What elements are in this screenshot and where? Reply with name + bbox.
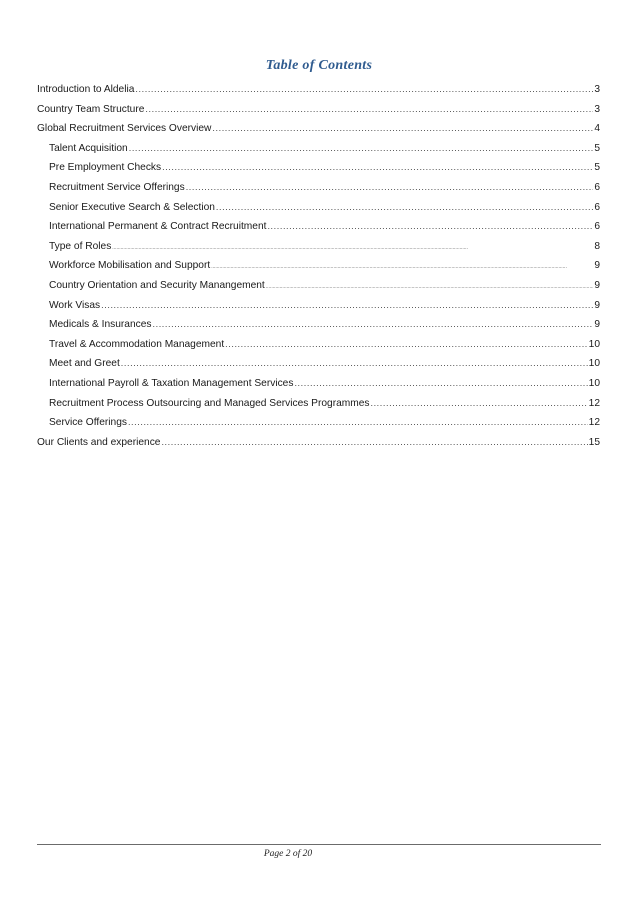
- toc-entry-text: Talent Acquisition: [49, 142, 128, 154]
- toc-leader-dots: [162, 158, 593, 178]
- toc-page-number: 5: [594, 162, 600, 174]
- toc-page-number: 10: [588, 338, 600, 350]
- toc-leader-dots: [267, 217, 593, 237]
- toc-leader-dots: [101, 296, 593, 316]
- toc-leader-dots: [225, 335, 588, 355]
- toc-leader-dots: [216, 198, 593, 218]
- toc-entry[interactable]: [37, 276, 600, 296]
- toc-page-number: 4: [594, 123, 600, 135]
- toc-leader-dots: [212, 119, 593, 139]
- toc-entry[interactable]: [37, 198, 600, 218]
- toc-entry-text: Global Recruitment Services Overview: [37, 123, 212, 135]
- toc-entry-text: Senior Executive Search & Selection: [49, 201, 215, 213]
- toc-entry[interactable]: [37, 178, 600, 198]
- toc-leader-dots: [186, 178, 594, 198]
- toc-entry[interactable]: [37, 139, 600, 159]
- toc-entry[interactable]: [37, 100, 600, 120]
- toc-entry-text: Medicals & Insurances: [49, 319, 152, 331]
- toc-entry[interactable]: [37, 237, 600, 257]
- toc-entry[interactable]: [37, 413, 600, 433]
- toc-leader-dots: [370, 394, 587, 414]
- toc-leader-dots: [294, 374, 587, 394]
- toc-entry-text: Country Orientation and Security Manangement: [49, 279, 265, 291]
- toc-page-number: 15: [588, 436, 600, 448]
- toc-page-number: 12: [588, 417, 600, 429]
- table-of-contents: [37, 80, 600, 452]
- toc-entry[interactable]: [37, 217, 600, 237]
- toc-entry-text: Country Team Structure: [37, 103, 145, 115]
- toc-page-number: 6: [594, 221, 600, 233]
- toc-page-number: 10: [588, 377, 600, 389]
- toc-page-number: 10: [588, 358, 600, 370]
- toc-entry-text: Introduction to Aldelia: [37, 84, 135, 95]
- toc-entry-text: Pre Employment Checks: [49, 162, 162, 174]
- toc-entry[interactable]: [37, 315, 600, 335]
- toc-leader-dots: [128, 413, 588, 433]
- toc-entry-text: International Permanent & Contract Recruitment: [49, 221, 267, 233]
- toc-entry-text: Recruitment Service Offerings: [49, 181, 185, 193]
- toc-entry[interactable]: [37, 394, 600, 414]
- toc-entry-text: International Payroll & Taxation Management Services: [49, 377, 294, 389]
- toc-entry-text: Our Clients and experience: [37, 436, 161, 448]
- toc-entry[interactable]: [37, 354, 600, 374]
- toc-entry[interactable]: [37, 335, 600, 355]
- toc-leader-dots: [211, 258, 593, 278]
- toc-page-number: 5: [594, 142, 600, 154]
- toc-entry[interactable]: [37, 80, 600, 100]
- toc-entry[interactable]: [37, 374, 600, 394]
- toc-page-number: 9: [594, 279, 600, 291]
- toc-entry[interactable]: [37, 158, 600, 178]
- toc-page-number: 9: [594, 319, 600, 331]
- toc-entry-text: Service Offerings: [49, 417, 127, 429]
- toc-leader-dots: [153, 315, 594, 335]
- toc-entry[interactable]: [37, 119, 600, 139]
- toc-page-number: 3: [594, 103, 600, 115]
- toc-leader-dots: [161, 433, 587, 453]
- toc-entry[interactable]: [37, 256, 600, 276]
- toc-page-number: 6: [594, 181, 600, 193]
- toc-page-number: 8: [594, 240, 600, 252]
- toc-page-number: 9: [594, 299, 600, 311]
- toc-leader-dots: [121, 354, 588, 374]
- toc-entry[interactable]: [37, 433, 600, 453]
- toc-leader-dots: [135, 80, 593, 100]
- toc-entry-text: Meet and Greet: [49, 358, 120, 370]
- toc-leader-dots: [145, 100, 593, 120]
- toc-entry[interactable]: [37, 296, 600, 316]
- footer-divider: [37, 844, 601, 845]
- toc-page-number: 6: [594, 201, 600, 213]
- toc-entry-text: Workforce Mobilisation and Support: [49, 260, 211, 272]
- toc-entry-text: Recruitment Process Outsourcing and Managed Services Programmes: [49, 397, 370, 409]
- toc-title: Table of Contents: [265, 58, 373, 73]
- toc-page-number: 12: [588, 397, 600, 409]
- toc-entry-text: Work Visas: [49, 299, 101, 311]
- toc-page-number: 9: [594, 260, 600, 272]
- page-footer: Page 2 of 20: [263, 849, 313, 859]
- toc-entry-text: Travel & Accommodation Management: [49, 338, 225, 350]
- toc-page-number: 3: [594, 84, 600, 95]
- toc-entry-text: Type of Roles: [49, 240, 112, 252]
- toc-leader-dots: [129, 139, 594, 159]
